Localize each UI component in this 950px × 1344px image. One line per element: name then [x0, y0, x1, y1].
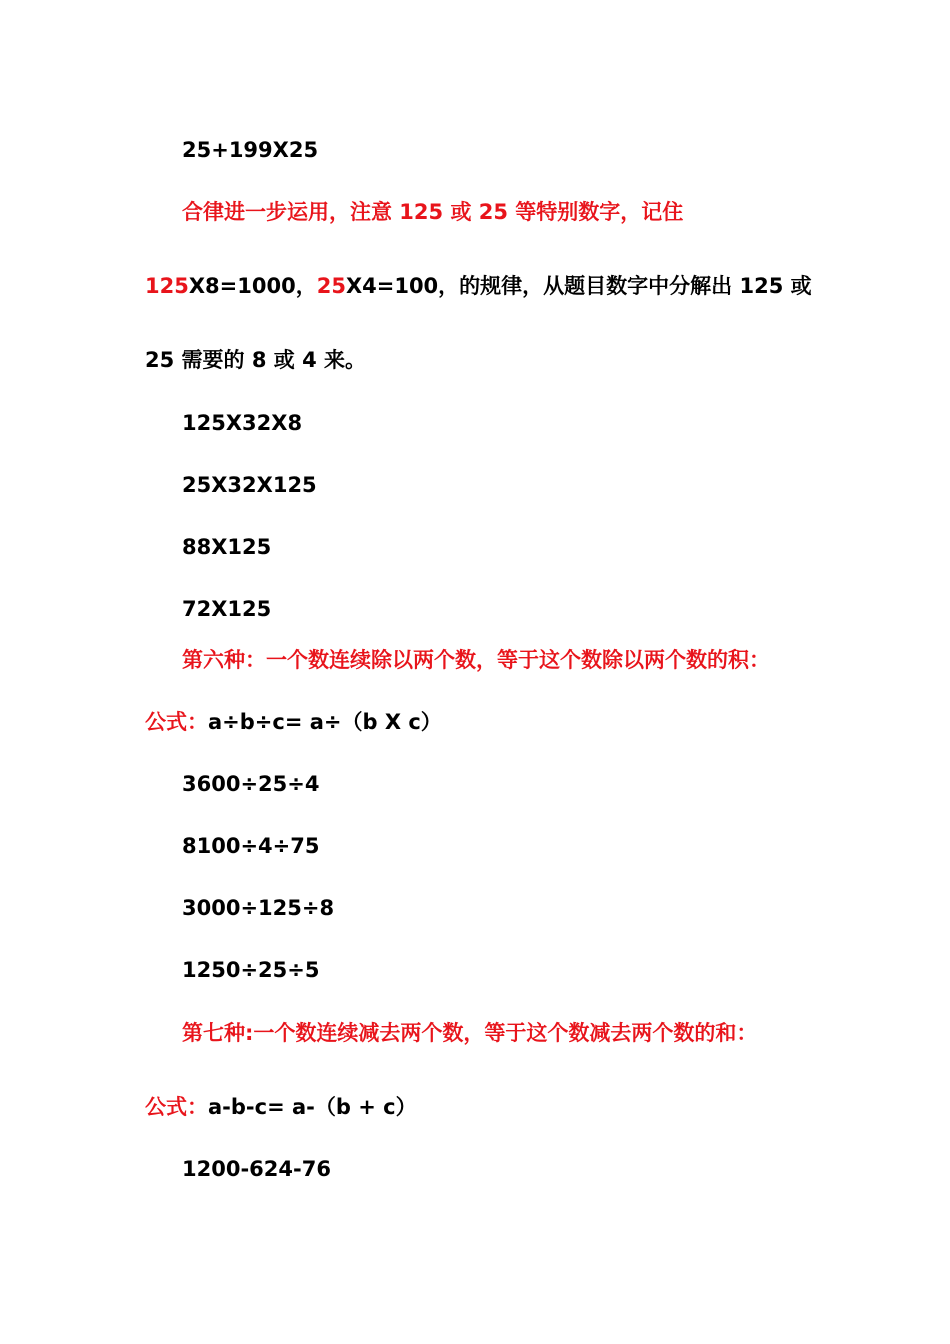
formula-label: 公式： [145, 1095, 208, 1119]
formula-label: 公式： [145, 710, 208, 734]
example-expression: 88X125 [182, 535, 272, 559]
formula-line [145, 708, 442, 736]
rule-text-continued: 25 需要的 8 或 4 来。 [145, 348, 367, 372]
rule-text-segment: X8=1000， [188, 274, 317, 298]
formula: a÷b÷c= a÷（b X c） [208, 710, 442, 734]
example-expression: 3000÷125÷8 [182, 896, 335, 920]
example-expression: 25X32X125 [182, 473, 317, 497]
formula-line [145, 1093, 417, 1121]
section-heading: 第六种：一个数连续除以两个数，等于这个数除以两个数的积： [182, 648, 770, 672]
example-expression: 3600÷25÷4 [182, 772, 320, 796]
example-expression: 1250÷25÷5 [182, 958, 320, 982]
rule-text-segment: X4=100，的规律，从题目数字中分解出 125 或 [345, 274, 812, 298]
rule-text: 合律进一步运用，注意 125 或 25 等特别数字，记住 [182, 200, 684, 224]
formula: a-b-c= a-（b + c） [208, 1095, 417, 1119]
highlight-number: 25 [316, 274, 346, 298]
example-expression: 25+199X25 [182, 138, 319, 162]
rule-text-continued [145, 272, 812, 300]
section-heading: 第七种:一个数连续减去两个数，等于这个数减去两个数的和： [182, 1021, 758, 1045]
example-expression: 125X32X8 [182, 411, 303, 435]
example-expression: 72X125 [182, 597, 272, 621]
example-expression: 1200-624-76 [182, 1157, 331, 1181]
highlight-number: 125 [145, 274, 189, 298]
example-expression: 8100÷4÷75 [182, 834, 320, 858]
